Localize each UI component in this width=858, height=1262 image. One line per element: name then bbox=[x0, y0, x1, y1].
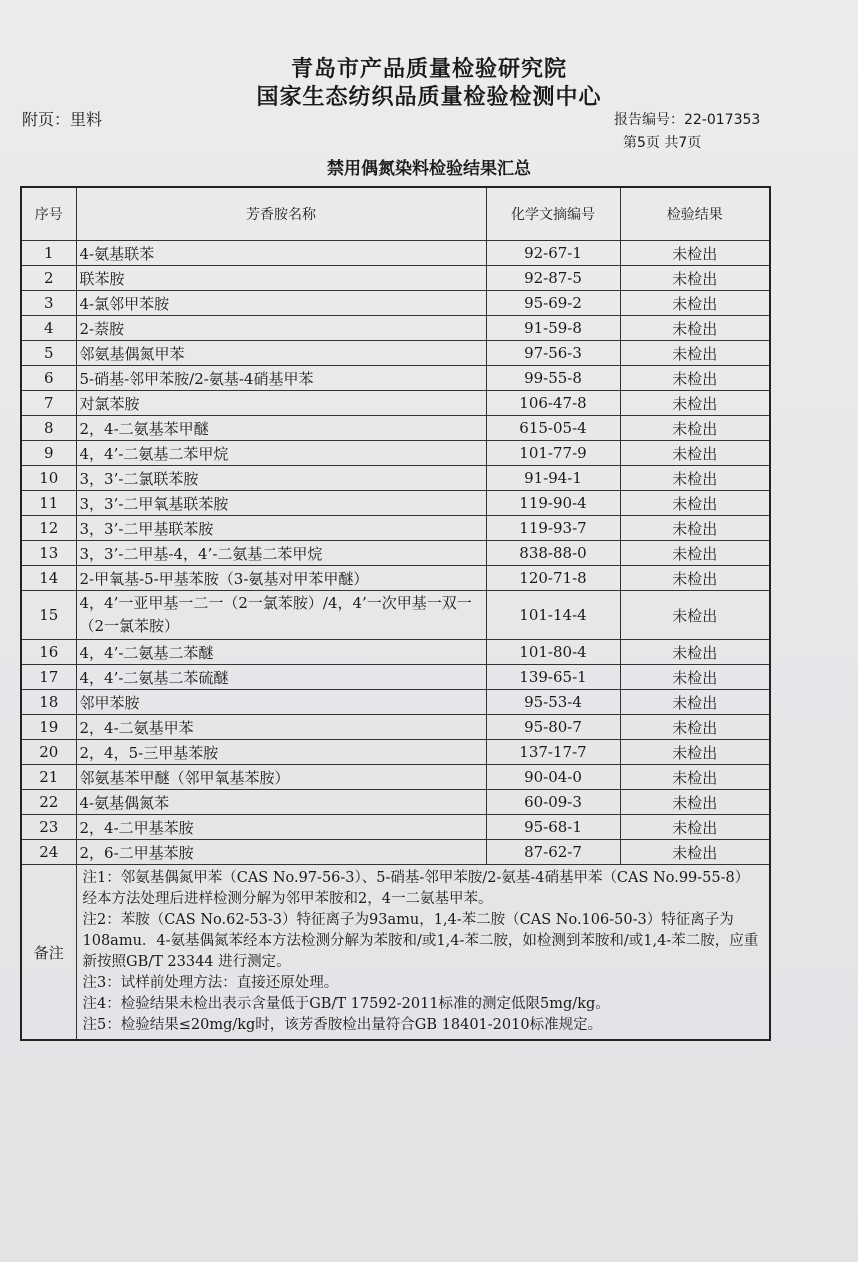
table-row bbox=[21, 391, 770, 416]
table-row bbox=[21, 341, 770, 366]
cell-result: 未检出 bbox=[620, 765, 770, 790]
table-row bbox=[21, 366, 770, 391]
cell-name: 4-氨基偶氮苯 bbox=[76, 790, 486, 815]
table-row bbox=[21, 466, 770, 491]
cell-name: 2，4，5-三甲基苯胺 bbox=[76, 740, 486, 765]
table-row bbox=[21, 815, 770, 840]
cell-result: 未检出 bbox=[620, 316, 770, 341]
cell-name: 4，4’-二氨基二苯醚 bbox=[76, 640, 486, 665]
cell-name: 3，3’-二甲基-4，4’-二氨基二苯甲烷 bbox=[76, 541, 486, 566]
table-row bbox=[21, 441, 770, 466]
page-number: 第5页 共7页 bbox=[623, 135, 702, 151]
cell-result: 未检出 bbox=[620, 291, 770, 316]
table-row bbox=[21, 840, 770, 865]
cell-cas: 60-09-3 bbox=[486, 790, 620, 815]
cell-no: 24 bbox=[21, 840, 76, 865]
cell-cas: 97-56-3 bbox=[486, 341, 620, 366]
report-number: 报告编号：22-017353 bbox=[614, 112, 761, 128]
cell-no: 20 bbox=[21, 740, 76, 765]
cell-cas: 101-14-4 bbox=[486, 591, 620, 640]
table-row bbox=[21, 640, 770, 665]
cell-name: 4，4’一亚甲基一二一（2一氯苯胺）/4，4’一次甲基一双一（2一氯苯胺） bbox=[76, 591, 486, 640]
cell-result: 未检出 bbox=[620, 416, 770, 441]
cell-result: 未检出 bbox=[620, 266, 770, 291]
cell-result: 未检出 bbox=[620, 466, 770, 491]
table-row bbox=[21, 690, 770, 715]
cell-no: 11 bbox=[21, 491, 76, 516]
table-row bbox=[21, 765, 770, 790]
cell-result: 未检出 bbox=[620, 640, 770, 665]
cell-result: 未检出 bbox=[620, 665, 770, 690]
cell-result: 未检出 bbox=[620, 591, 770, 640]
cell-no: 8 bbox=[21, 416, 76, 441]
header-result: 检验结果 bbox=[620, 187, 770, 241]
cell-cas: 838-88-0 bbox=[486, 541, 620, 566]
cell-no: 6 bbox=[21, 366, 76, 391]
table-row bbox=[21, 790, 770, 815]
cell-name: 2-甲氧基-5-甲基苯胺（3-氨基对甲苯甲醚） bbox=[76, 566, 486, 591]
cell-cas: 139-65-1 bbox=[486, 665, 620, 690]
cell-no: 19 bbox=[21, 715, 76, 740]
cell-name: 4，4’-二氨基二苯硫醚 bbox=[76, 665, 486, 690]
cell-name: 邻甲苯胺 bbox=[76, 690, 486, 715]
cell-name: 联苯胺 bbox=[76, 266, 486, 291]
cell-no: 23 bbox=[21, 815, 76, 840]
table-row bbox=[21, 266, 770, 291]
cell-no: 10 bbox=[21, 466, 76, 491]
table-row bbox=[21, 241, 770, 266]
cell-name: 4-氨基联苯 bbox=[76, 241, 486, 266]
cell-no: 9 bbox=[21, 441, 76, 466]
cell-cas: 91-59-8 bbox=[486, 316, 620, 341]
table-row bbox=[21, 291, 770, 316]
cell-name: 2，4-二氨基苯甲醚 bbox=[76, 416, 486, 441]
cell-name: 5-硝基-邻甲苯胺/2-氨基-4硝基甲苯 bbox=[76, 366, 486, 391]
notes-label: 备注 bbox=[21, 865, 76, 1041]
cell-name: 邻氨基偶氮甲苯 bbox=[76, 341, 486, 366]
cell-cas: 615-05-4 bbox=[486, 416, 620, 441]
cell-cas: 120-71-8 bbox=[486, 566, 620, 591]
cell-result: 未检出 bbox=[620, 715, 770, 740]
cell-name: 2，4-二甲基苯胺 bbox=[76, 815, 486, 840]
table-row bbox=[21, 591, 770, 640]
cell-name: 2，4-二氨基甲苯 bbox=[76, 715, 486, 740]
cell-cas: 90-04-0 bbox=[486, 765, 620, 790]
cell-result: 未检出 bbox=[620, 491, 770, 516]
cell-name: 对氯苯胺 bbox=[76, 391, 486, 416]
cell-name: 4-氯邻甲苯胺 bbox=[76, 291, 486, 316]
cell-no: 14 bbox=[21, 566, 76, 591]
cell-cas: 95-80-7 bbox=[486, 715, 620, 740]
cell-result: 未检出 bbox=[620, 241, 770, 266]
header-no: 序号 bbox=[21, 187, 76, 241]
cell-cas: 137-17-7 bbox=[486, 740, 620, 765]
cell-cas: 92-87-5 bbox=[486, 266, 620, 291]
cell-cas: 95-53-4 bbox=[486, 690, 620, 715]
cell-result: 未检出 bbox=[620, 341, 770, 366]
cell-no: 1 bbox=[21, 241, 76, 266]
header-name: 芳香胺名称 bbox=[76, 187, 486, 241]
note-2: 注2：苯胺（CAS No.62-53-3）特征离子为93amu，1,4-苯二胺（CAS No.106-50-3）特征离子为108amu．4-氨基偶氮苯经本方法检测分解为苯胺和/或1,4-苯二胺，如检测到苯胺和/或1,4-苯二胺，应重新按照GB/T 23344 进行测定。 bbox=[82, 912, 759, 970]
cell-result: 未检出 bbox=[620, 790, 770, 815]
cell-no: 4 bbox=[21, 316, 76, 341]
note-5: 注5：检验结果≤20mg/kg时，该芳香胺检出量符合GB 18401-2010标准规定。 bbox=[82, 1017, 603, 1033]
cell-result: 未检出 bbox=[620, 740, 770, 765]
note-4: 注4：检验结果未检出表示含量低于GB/T 17592-2011标准的测定低限5mg/kg。 bbox=[82, 996, 610, 1012]
cell-cas: 91-94-1 bbox=[486, 466, 620, 491]
notes-row bbox=[21, 865, 770, 1041]
cell-no: 13 bbox=[21, 541, 76, 566]
cell-name: 3，3’-二甲基联苯胺 bbox=[76, 516, 486, 541]
cell-cas: 101-80-4 bbox=[486, 640, 620, 665]
cell-result: 未检出 bbox=[620, 690, 770, 715]
cell-no: 3 bbox=[21, 291, 76, 316]
cell-name: 邻氨基苯甲醚（邻甲氧基苯胺） bbox=[76, 765, 486, 790]
note-1: 注1：邻氨基偶氮甲苯（CAS No.97-56-3）、5-硝基-邻甲苯胺/2-氨基-4硝基甲苯（CAS No.99-55-8）经本方法处理后进样检测分解为邻甲苯胺和2，4一二氨基甲苯。 bbox=[82, 870, 750, 907]
cell-cas: 87-62-7 bbox=[486, 840, 620, 865]
table-row bbox=[21, 316, 770, 341]
table-row bbox=[21, 416, 770, 441]
table-row bbox=[21, 665, 770, 690]
table-row bbox=[21, 566, 770, 591]
table-row bbox=[21, 541, 770, 566]
cell-result: 未检出 bbox=[620, 840, 770, 865]
header-cas: 化学文摘编号 bbox=[486, 187, 620, 241]
org-name-line2: 国家生态纺织品质量检验检测中心 bbox=[256, 85, 602, 110]
cell-result: 未检出 bbox=[620, 516, 770, 541]
cell-cas: 106-47-8 bbox=[486, 391, 620, 416]
cell-no: 15 bbox=[21, 591, 76, 640]
cell-name: 3，3’-二甲氧基联苯胺 bbox=[76, 491, 486, 516]
appendix-label: 附页：里料 bbox=[22, 110, 103, 129]
results-table bbox=[20, 186, 771, 1041]
cell-no: 5 bbox=[21, 341, 76, 366]
notes-cell bbox=[76, 865, 770, 1041]
table-row bbox=[21, 516, 770, 541]
cell-no: 18 bbox=[21, 690, 76, 715]
cell-name: 4，4’-二氨基二苯甲烷 bbox=[76, 441, 486, 466]
cell-result: 未检出 bbox=[620, 366, 770, 391]
cell-cas: 95-68-1 bbox=[486, 815, 620, 840]
cell-cas: 92-67-1 bbox=[486, 241, 620, 266]
table-row bbox=[21, 740, 770, 765]
cell-cas: 95-69-2 bbox=[486, 291, 620, 316]
cell-result: 未检出 bbox=[620, 441, 770, 466]
cell-result: 未检出 bbox=[620, 541, 770, 566]
cell-no: 17 bbox=[21, 665, 76, 690]
cell-result: 未检出 bbox=[620, 815, 770, 840]
cell-name: 2，6-二甲基苯胺 bbox=[76, 840, 486, 865]
cell-cas: 119-90-4 bbox=[486, 491, 620, 516]
cell-no: 21 bbox=[21, 765, 76, 790]
cell-cas: 99-55-8 bbox=[486, 366, 620, 391]
table-row bbox=[21, 715, 770, 740]
document-title: 禁用偶氮染料检验结果汇总 bbox=[327, 159, 531, 179]
note-3: 注3：试样前处理方法：直接还原处理。 bbox=[82, 975, 339, 991]
cell-name: 2-萘胺 bbox=[76, 316, 486, 341]
cell-result: 未检出 bbox=[620, 391, 770, 416]
cell-cas: 119-93-7 bbox=[486, 516, 620, 541]
org-name-line1: 青岛市产品质量检验研究院 bbox=[290, 57, 567, 82]
cell-no: 12 bbox=[21, 516, 76, 541]
table-header-row bbox=[21, 187, 770, 241]
cell-no: 22 bbox=[21, 790, 76, 815]
cell-result: 未检出 bbox=[620, 566, 770, 591]
table-body bbox=[21, 241, 770, 865]
cell-no: 2 bbox=[21, 266, 76, 291]
cell-cas: 101-77-9 bbox=[486, 441, 620, 466]
cell-no: 7 bbox=[21, 391, 76, 416]
cell-no: 16 bbox=[21, 640, 76, 665]
table-row bbox=[21, 491, 770, 516]
cell-name: 3，3’-二氯联苯胺 bbox=[76, 466, 486, 491]
